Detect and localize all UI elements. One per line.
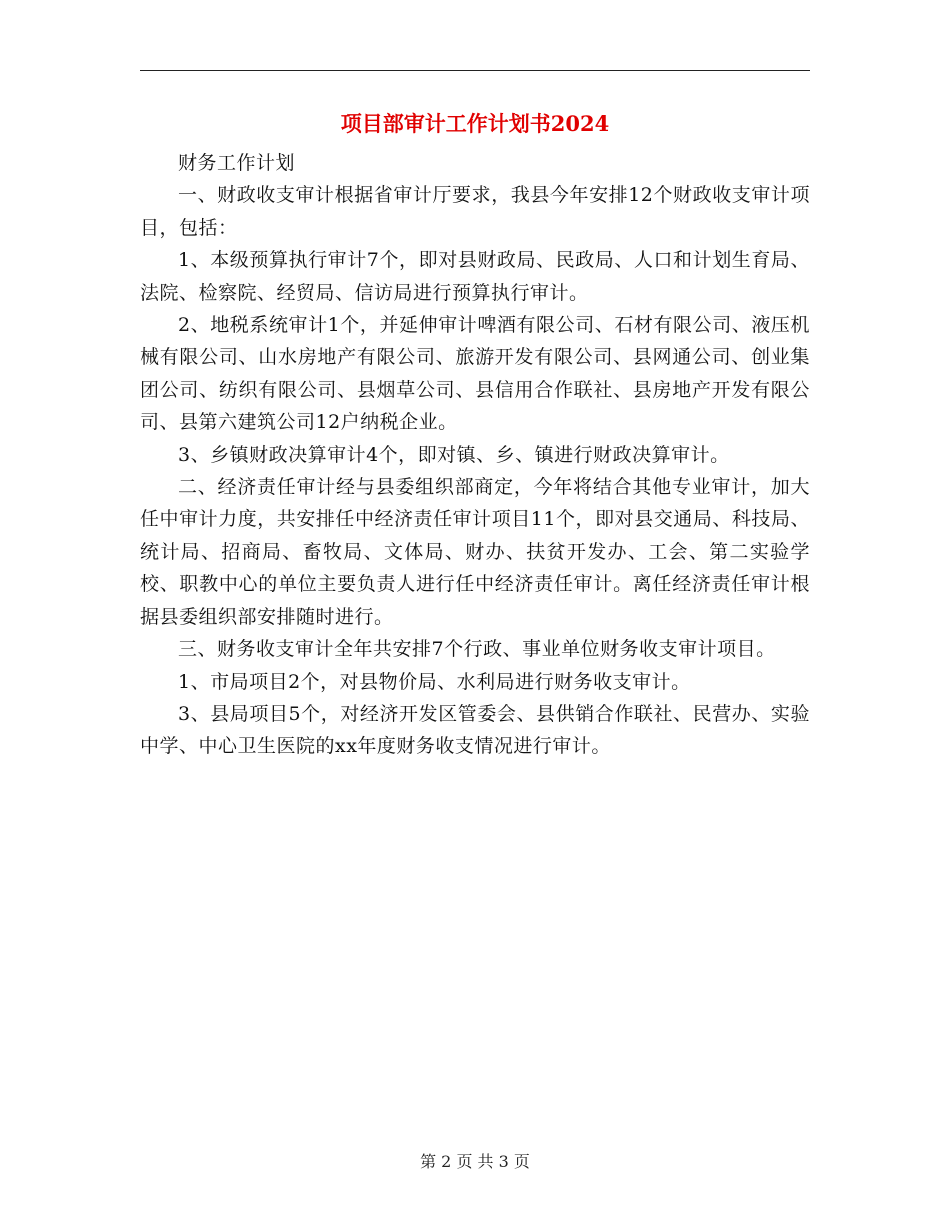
- paragraph-tax-audit: 2、地税系统审计1个，并延伸审计啤酒有限公司、石材有限公司、液压机械有限公司、山水房地产有限公司、旅游开发有限公司、县网通公司、创业集团公司、纺织有限公司、县烟草公司、县信用合作联社、县房地产开发有限公司、县第六建筑公司12户纳税企业。: [140, 314, 810, 434]
- document-title: 项目部审计工作计划书2024: [340, 111, 610, 136]
- paragraph-county-projects: 3、县局项目5个，对经济开发区管委会、县供销合作联社、民营办、实验中学、中心卫生医院的xx年度财务收支情况进行审计。: [140, 702, 810, 758]
- page-number: 第 2 页 共 3 页: [420, 1152, 530, 1171]
- paragraph-economic-responsibility: 二、经济责任审计经与县委组织部商定，今年将结合其他专业审计，加大任中审计力度，共安排任中经济责任审计项目11个，即对县交通局、科技局、统计局、招商局、畜牧局、文体局、财办、扶贫开发办、工会、第二实验学校、职教中心的单位主要负责人进行任中经济责任审计。离任经济责任审计根据县委组织部安排随时进行。: [140, 476, 810, 628]
- paragraph-city-projects: 1、市局项目2个，对县物价局、水利局进行财务收支审计。: [178, 670, 691, 693]
- paragraph-township-audit: 3、乡镇财政决算审计4个，即对镇、乡、镇进行财政决算审计。: [178, 443, 730, 466]
- paragraph-fiscal-audit: 一、财政收支审计根据省审计厅要求，我县今年安排12个财政收支审计项目，包括：: [140, 184, 810, 239]
- document-body: [140, 147, 810, 763]
- paragraph-financial-audit: 三、财务收支审计全年共安排7个行政、事业单位财务收支审计项目。: [178, 638, 776, 661]
- header-rule: [140, 70, 810, 71]
- paragraph-section-heading: 财务工作计划: [178, 152, 296, 174]
- paragraph-budget-execution: 1、本级预算执行审计7个，即对县财政局、民政局、人口和计划生育局、法院、检察院、经贸局、信访局进行预算执行审计。: [140, 249, 810, 304]
